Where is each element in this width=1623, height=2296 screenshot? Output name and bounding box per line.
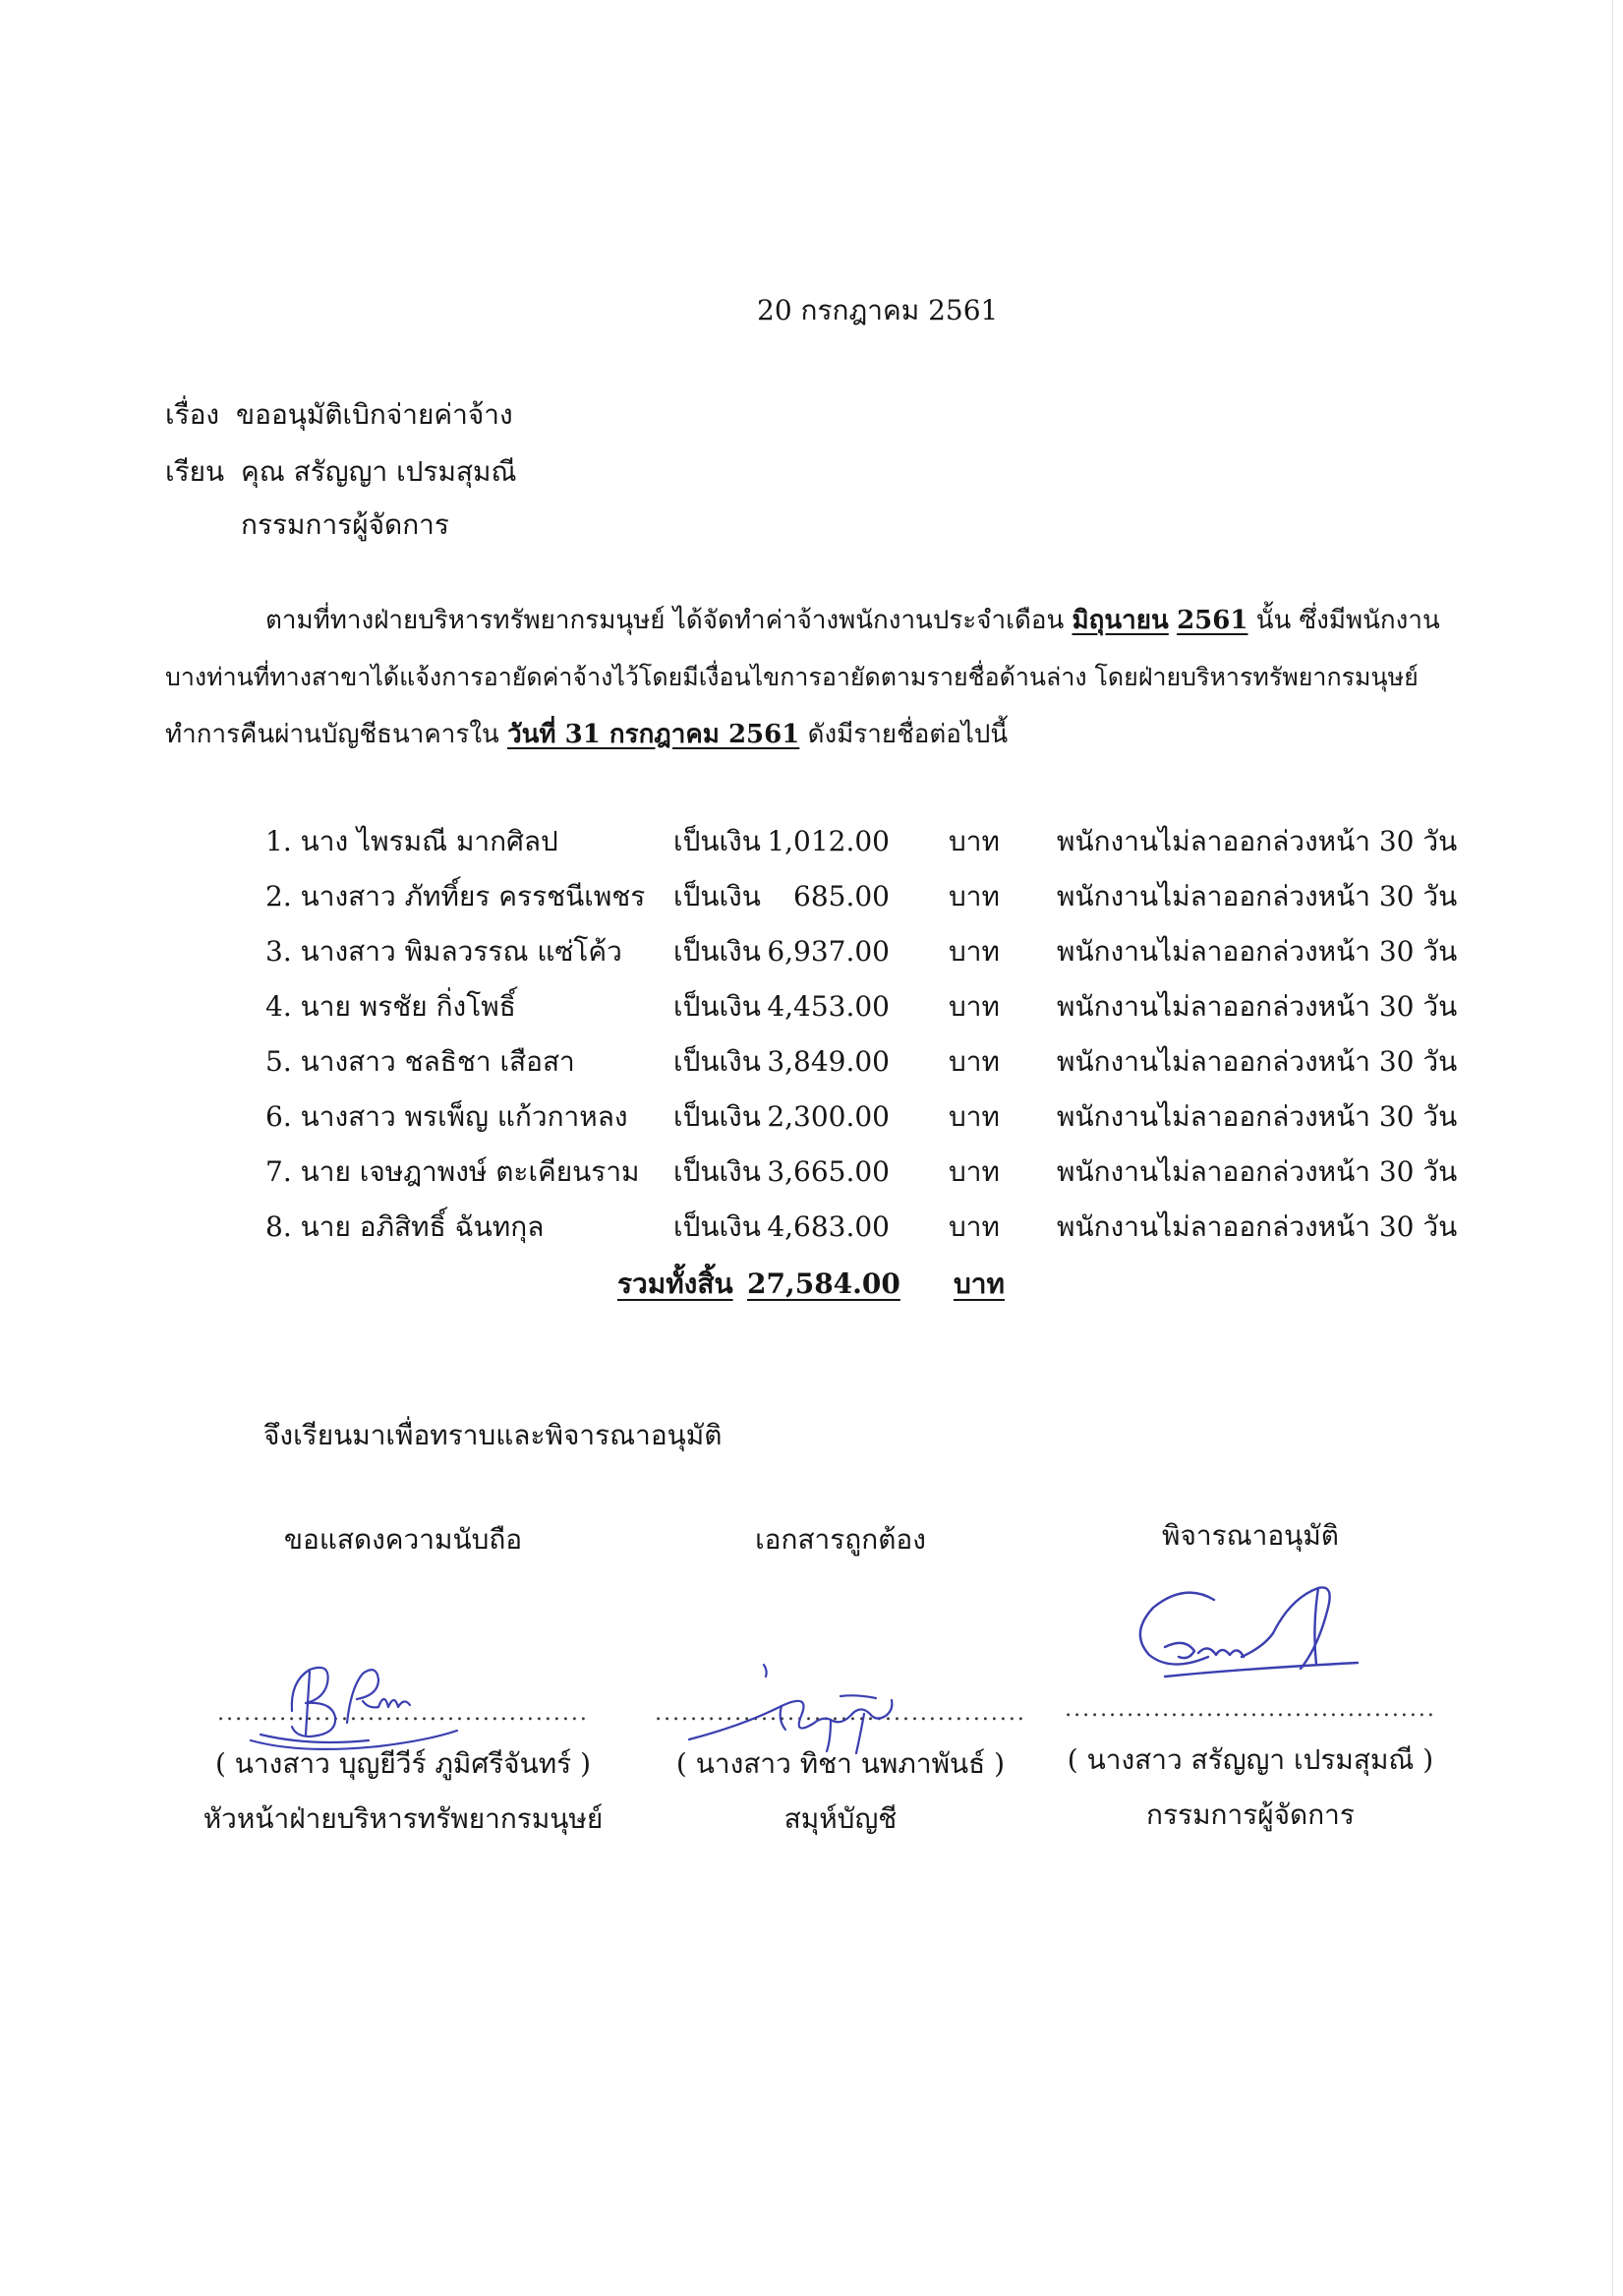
- currency-unit: บาท: [949, 1210, 1000, 1243]
- body-year: 2561: [1177, 606, 1248, 635]
- remark: พนักงานไม่ลาออกล่วงหน้า 30 วัน: [1057, 825, 1458, 857]
- currency-unit: บาท: [949, 990, 1000, 1023]
- recipient-name: คุณ สรัญญา เปรมสุมณี: [241, 455, 517, 488]
- amount-label: เป็นเงิน: [673, 825, 761, 857]
- employee-name: 6. นางสาว พรเพ็ญ แก้วกาหลง: [265, 1100, 628, 1133]
- signer-name: ( นางสาว สรัญญา เปรมสุมณี ): [1067, 1743, 1434, 1776]
- employee-name: 5. นางสาว ชลธิชา เสือสา: [265, 1045, 575, 1078]
- signature-hr-image: [241, 1652, 477, 1760]
- amount-label: เป็นเงิน: [673, 990, 761, 1023]
- amount-value: 3,849.00: [767, 1045, 890, 1078]
- signer-position: กรรมการผู้จัดการ: [1146, 1798, 1355, 1831]
- amount-label: เป็นเงิน: [673, 935, 761, 968]
- subject-label: เรื่อง: [165, 398, 220, 431]
- remark: พนักงานไม่ลาออกล่วงหน้า 30 วัน: [1057, 990, 1458, 1023]
- employee-row: [0, 1100, 1623, 1143]
- employee-row: [0, 935, 1623, 977]
- signature-accounting-image: [683, 1657, 919, 1765]
- amount-label: เป็นเงิน: [673, 1045, 761, 1078]
- employee-row: [0, 825, 1623, 867]
- recipient-position: กรรมการผู้จัดการ: [241, 508, 449, 541]
- total-amount: 27,584.00: [747, 1267, 900, 1300]
- signer-name: ( นางสาว บุญยีวีร์ ภูมิศรีจันทร์ ): [214, 1747, 592, 1780]
- remark: พนักงานไม่ลาออกล่วงหน้า 30 วัน: [1057, 1045, 1458, 1078]
- amount-value: 1,012.00: [767, 825, 890, 857]
- signer-position: หัวหน้าฝ่ายบริหารทรัพยากรมนุษย์: [203, 1802, 604, 1835]
- employee-row: [0, 1045, 1623, 1088]
- signature-line: ..........................................: [217, 1701, 589, 1726]
- signer-name: ( นางสาว ทิชา นพภาพันธ์ ): [675, 1747, 1006, 1780]
- currency-unit: บาท: [949, 935, 1000, 968]
- remark: พนักงานไม่ลาออกล่วงหน้า 30 วัน: [1057, 1155, 1458, 1188]
- remark: พนักงานไม่ลาออกล่วงหน้า 30 วัน: [1057, 935, 1458, 968]
- employee-row: [0, 990, 1623, 1032]
- amount-label: เป็นเงิน: [673, 1100, 761, 1133]
- amount-label: เป็นเงิน: [673, 880, 761, 913]
- employee-name: 3. นางสาว พิมลวรรณ แซ่โค้ว: [265, 935, 622, 968]
- body-line-1: ตามที่ทางฝ่ายบริหารทรัพยากรมนุษย์ ได้จัดทำค่าจ้างพนักงานประจำเดือน มิถุนายน 2561 นั้น ซึ่งมีพนักงาน: [265, 606, 1440, 635]
- employee-row: [0, 1210, 1623, 1253]
- total-unit: บาท: [954, 1267, 1005, 1300]
- signature-line: ..........................................: [1065, 1697, 1436, 1722]
- currency-unit: บาท: [949, 1045, 1000, 1078]
- signer-position: สมุห์บัญชี: [783, 1802, 898, 1835]
- employee-row: [0, 1155, 1623, 1198]
- letter-date: 20 กรกฎาคม 2561: [757, 294, 999, 326]
- amount-value: 6,937.00: [767, 935, 890, 968]
- total-label: รวมทั้งสิ้น: [617, 1267, 733, 1300]
- signature-heading: พิจารณาอนุมัติ: [1162, 1519, 1339, 1552]
- signature-line: ..........................................: [655, 1701, 1026, 1726]
- employee-name: 4. นาย พรชัย กิ่งโพธิ์: [265, 990, 516, 1023]
- amount-label: เป็นเงิน: [673, 1155, 761, 1188]
- body-line-2: บางท่านที่ทางสาขาได้แจ้งการอายัดค่าจ้างไว้โดยมีเงื่อนไขการอายัดตามรายชื่อด้านล่าง โดยฝ่ายบริหารทรัพยากรมนุษย์: [165, 663, 1419, 691]
- amount-value: 3,665.00: [767, 1155, 890, 1188]
- signature-heading: ขอแสดงความนับถือ: [283, 1523, 523, 1556]
- body-month: มิถุนายน: [1072, 606, 1169, 635]
- remark: พนักงานไม่ลาออกล่วงหน้า 30 วัน: [1057, 1210, 1458, 1243]
- remark: พนักงานไม่ลาออกล่วงหน้า 30 วัน: [1057, 1100, 1458, 1133]
- subject-text: ขออนุมัติเบิกจ่ายค่าจ้าง: [236, 398, 513, 431]
- signature-heading: เอกสารถูกต้อง: [755, 1523, 926, 1556]
- signature-md-image: [1126, 1578, 1371, 1726]
- amount-value: 685.00: [793, 880, 890, 913]
- currency-unit: บาท: [949, 825, 1000, 857]
- closing-text: จึงเรียนมาเพื่อทราบและพิจารณาอนุมัติ: [263, 1419, 723, 1451]
- amount-value: 2,300.00: [767, 1100, 890, 1133]
- page-edge-divider: [1612, 0, 1613, 2296]
- employee-name: 1. นาง ไพรมณี มากศิลป: [265, 825, 558, 857]
- employee-row: [0, 880, 1623, 922]
- amount-value: 4,683.00: [767, 1210, 890, 1243]
- currency-unit: บาท: [949, 880, 1000, 913]
- employee-name: 8. นาย อภิสิทธิ์ ฉันทกุล: [265, 1210, 545, 1243]
- recipient-label: เรียน: [165, 455, 225, 488]
- employee-name: 7. นาย เจษฎาพงษ์ ตะเคียนราม: [265, 1155, 640, 1188]
- refund-date: วันที่ 31 กรกฎาคม 2561: [507, 720, 800, 749]
- currency-unit: บาท: [949, 1100, 1000, 1133]
- remark: พนักงานไม่ลาออกล่วงหน้า 30 วัน: [1057, 880, 1458, 913]
- amount-label: เป็นเงิน: [673, 1210, 761, 1243]
- employee-name: 2. นางสาว ภัททิ์ยร ครรชนีเพชร: [265, 880, 646, 913]
- total-row: [0, 1267, 1623, 1310]
- body-line-3: ทำการคืนผ่านบัญชีธนาคารใน วันที่ 31 กรกฎาคม 2561 ดังมีรายชื่อต่อไปนี้: [165, 720, 1009, 749]
- amount-value: 4,453.00: [767, 990, 890, 1023]
- currency-unit: บาท: [949, 1155, 1000, 1188]
